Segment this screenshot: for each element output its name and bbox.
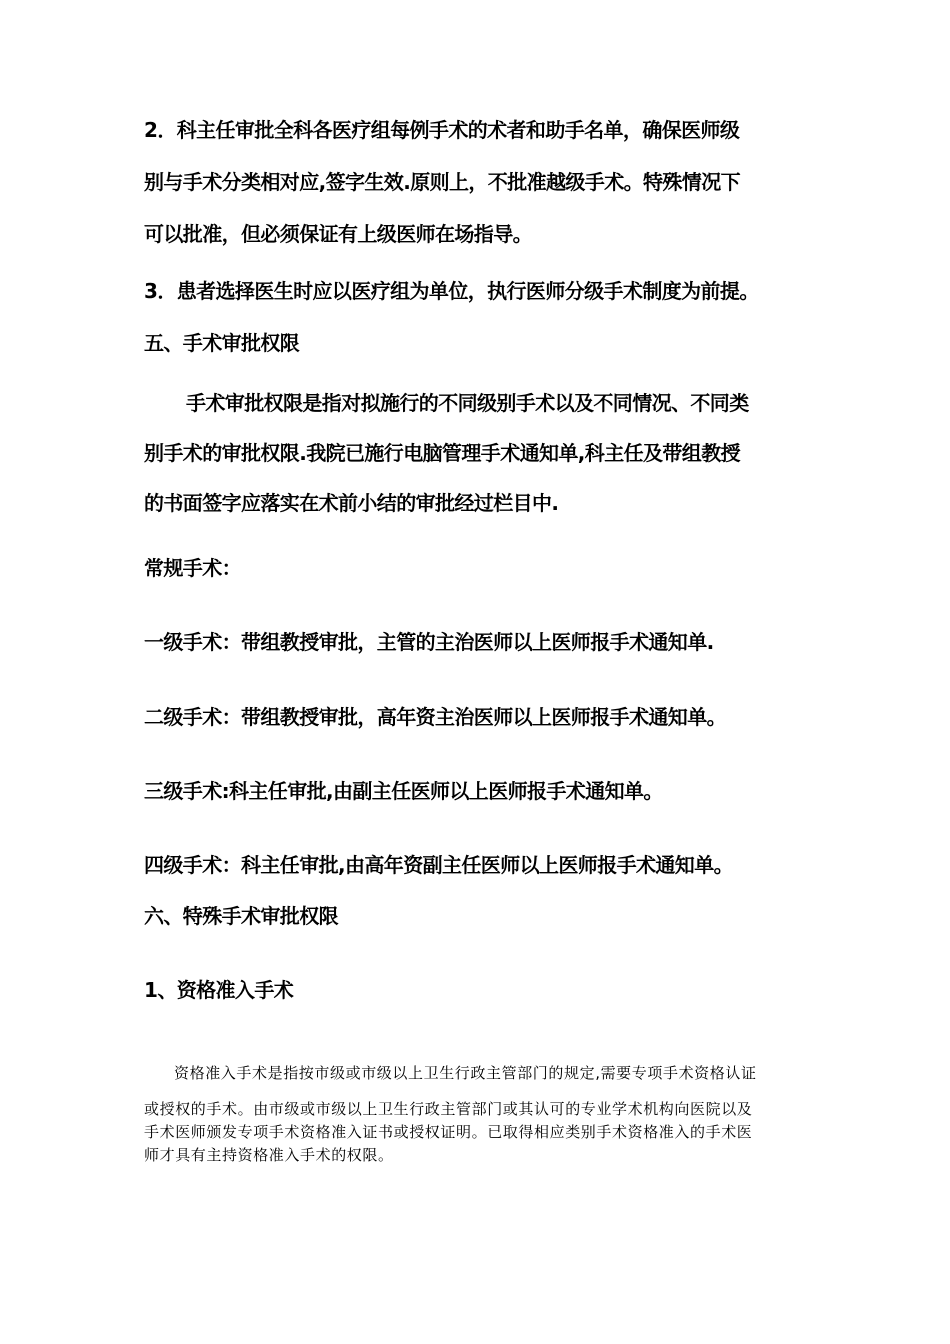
level-3-surgery: 三级手术:科主任审批,由副主任医师以上医师报手术通知单。: [144, 779, 663, 803]
section-heading-6: 六、特殊手术审批权限: [144, 904, 338, 928]
section-heading-5: 五、手术审批权限: [144, 331, 300, 355]
section-5-body: [144, 378, 814, 528]
level-1-surgery: 一级手术：带组教授审批，主管的主治医师以上医师报手术通知单.: [144, 630, 714, 654]
paragraph-line: 的书面签字应落实在术前小结的审批经过栏目中.: [144, 491, 559, 515]
level-4-surgery: 四级手术：科主任审批,由高年资副主任医师以上医师报手术通知单。: [144, 853, 733, 877]
routine-surgery-heading: 常规手术：: [144, 556, 241, 580]
paragraph-line: 手术审批权限是指对拟施行的不同级别手术以及不同情况、不同类: [186, 391, 749, 415]
paragraph-line: 3．患者选择医生时应以医疗组为单位，执行医师分级手术制度为前提。: [144, 279, 759, 303]
subsection-1-body-first-line: 资格准入手术是指按市级或市级以上卫生行政主管部门的规定,需要专项手术资格认证: [174, 1064, 757, 1082]
paragraph-line: 可以批准，但必须保证有上级医师在场指导。: [144, 222, 532, 246]
paragraph-line: 或授权的手术。由市级或市级以上卫生行政主管部门或其认可的专业学术机构向医院以及: [144, 1100, 753, 1118]
paragraph-line: 师才具有主持资格准入手术的权限。: [144, 1146, 394, 1164]
paragraph-line: 别与手术分类相对应,签字生效.原则上，不批准越级手术。特殊情况下: [144, 170, 740, 194]
level-2-surgery: 二级手术：带组教授审批，高年资主治医师以上医师报手术通知单。: [144, 705, 726, 729]
paragraph-line: 别手术的审批权限.我院已施行电脑管理手术通知单,科主任及带组教授: [144, 441, 740, 465]
paragraph-line: 手术医师颁发专项手术资格准入证书或授权证明。已取得相应类别手术资格准入的手术医: [144, 1123, 753, 1141]
paragraph-line: 2．科主任审批全科各医疗组每例手术的术者和助手名单，确保医师级: [144, 118, 740, 142]
subsection-1-body: [144, 1098, 814, 1167]
paragraph-item-2: [144, 104, 814, 260]
paragraph-item-3: [144, 271, 814, 311]
subsection-heading-1: 1、资格准入手术: [144, 978, 294, 1002]
